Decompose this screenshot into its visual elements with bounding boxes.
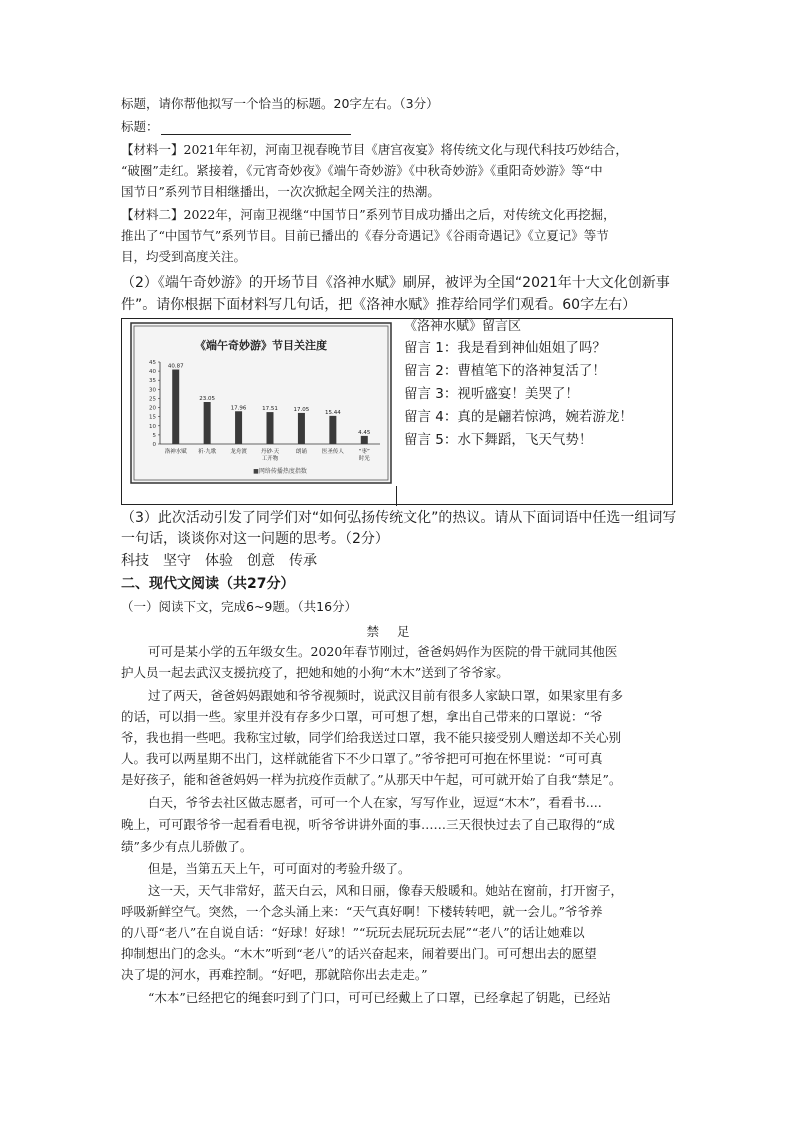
section-heading: 二、现代文阅读（共27分） — [121, 576, 295, 592]
x-category-label: 时光 — [358, 456, 370, 462]
y-tick-label: 45 — [149, 360, 156, 366]
x-category-label: 工开物 — [261, 456, 279, 462]
bar-value-label: 4.45 — [358, 429, 371, 436]
story-line: 抑制想出门的念头。“木木”听到“老八”的话兴奋起来，闹着要出门。可可想出去的愿望 — [121, 946, 597, 961]
story-line: 绩”多少有点儿骄傲了。 — [121, 839, 253, 854]
bar-value-label: 15.44 — [324, 409, 341, 416]
x-category-label: “枣” — [358, 449, 370, 455]
question-3-line1: （3）此次活动引发了同学们对“如何弘扬传统文化”的热议。请从下面词语中任选一组词写 — [121, 510, 677, 526]
answer-blank — [161, 122, 351, 135]
word-options: 科技 坚守 体验 创意 传承 — [121, 553, 317, 569]
material-two-line3: 目，均受到高度关注。 — [121, 249, 247, 264]
story-line: 但是，当第五天上午，可可面对的考验升级了。 — [148, 861, 411, 876]
story-line: 决了堤的河水，再难控制。“好吧，那就陪你出去走走。” — [121, 967, 428, 982]
material-two-line2: 推出了“中国节气”系列节目。目前已播出的《春分奇遇记》《谷雨奇遇记》《立夏记》等节 — [121, 228, 609, 243]
story-line: 的话，可以捐一些。家里并没有存多少口罩，可可想了想，拿出自己带来的口罩说：“爷 — [121, 709, 603, 724]
comment-2: 留言 2：曹植笔下的洛神复活了！ — [404, 363, 606, 379]
chart-bar — [361, 436, 368, 444]
x-category-label: 丹砂·天 — [260, 449, 280, 455]
story-title: 禁足 — [366, 624, 428, 639]
story-line: 呼吸新鲜空气。突然，一个念头涌上来：“天气真好啊！下楼转转吧，就一会儿。”爷爷养 — [121, 904, 603, 919]
comment-4: 留言 4：真的是翩若惊鸿，婉若游龙！ — [404, 409, 633, 425]
question-3-line2: 一句话，谈谈你对这一问题的思考。（2分） — [121, 531, 389, 547]
reading-instruction: （一）阅读下文，完成6~9题。（共16分） — [121, 599, 358, 614]
y-tick-label: 10 — [149, 423, 156, 430]
comment-5: 留言 5：水下舞蹈，飞天气势！ — [404, 432, 593, 448]
story-line: 人。我可以两星期不出门，这样就能省下不少口罩了。”爷爷把可可抱在怀里说：“可可真 — [121, 751, 603, 766]
bar-value-label: 40.87 — [167, 363, 184, 370]
story-line: 这一天，天气非常好，蓝天白云，风和日丽，像春天般暖和。她站在窗前，打开窗子， — [148, 883, 624, 898]
comment-3: 留言 3：视听盛宴！美哭了！ — [404, 386, 579, 402]
comment-1: 留言 1：我是看到神仙姐姐了吗？ — [404, 340, 606, 356]
y-tick-label: 25 — [149, 396, 156, 403]
story-line: 过了两天，爸爸妈妈跟她和爷爷视频时，说武汉目前有很多人家缺口罩，如果家里有多 — [148, 688, 624, 703]
y-tick-label: 15 — [149, 414, 156, 421]
title-answer-line — [121, 119, 351, 135]
story-line: 可可是某小学的五年级女生。2020年春节刚过，爸爸妈妈作为医院的骨干就同其他医 — [148, 644, 618, 659]
y-tick-label: 40 — [149, 369, 156, 376]
x-category-label: 祈·九歌 — [198, 449, 217, 455]
material-one-line1: 【材料一】2021年年初，河南卫视春晚节目《唐宫夜宴》将传统文化与现代科技巧妙结合， — [121, 142, 628, 157]
story-line: 是好孩子，能和爸爸妈妈一样为抗疫作贡献了。”从那天中午起，可可就开始了自我“禁足”。 — [121, 772, 622, 787]
bar-value-label: 17.96 — [230, 405, 247, 412]
bar-value-label: 17.05 — [293, 406, 310, 413]
story-line: “木本”已经把它的绳套叼到了门口，可可已经戴上了口罩，已经拿起了钥匙，已经站 — [148, 990, 611, 1005]
question-2-line2: 件”。请你根据下面材料写几句话，把《洛神水赋》推荐给同学们观看。60字左右） — [121, 297, 637, 313]
comment-area-title: 《洛神水赋》留言区 — [404, 319, 522, 334]
story-line: 晚上，可可跟爷爷一起看看电视，听爷爷讲讲外面的事……三天很快过去了自己取得的“成 — [121, 817, 615, 832]
x-category-label: 朗诵 — [295, 449, 307, 455]
divider-line — [396, 486, 397, 506]
y-tick-label: 0 — [152, 442, 156, 448]
y-tick-label: 20 — [149, 405, 156, 412]
x-category-label: 洛神水赋 — [164, 449, 187, 455]
chart-bar — [172, 370, 179, 444]
story-line: 护人员一起去武汉支援抗疫了，把她和她的小狗“木木”送到了爷爷家。 — [121, 665, 509, 680]
chart-title: 《端午奇妙游》节目关注度 — [195, 339, 327, 352]
chart-bar — [329, 416, 336, 444]
chart-bar — [298, 413, 305, 444]
y-tick-label: 35 — [149, 378, 156, 385]
chart-bar — [235, 411, 242, 444]
bar-value-label: 23.05 — [199, 395, 216, 402]
title-label: 标题： — [121, 119, 159, 134]
question-2-line1: （2）《端午奇妙游》的开场节目《洛神水赋》刷屏，被评为全国“2021年十大文化创新事 — [121, 275, 670, 291]
chart-svg — [130, 322, 392, 484]
y-tick-label: 5 — [152, 432, 156, 439]
x-category-label: 龙舟渡 — [230, 449, 247, 455]
attention-chart — [130, 322, 392, 484]
chart-caption: ■网络传播热度指数 — [253, 468, 307, 475]
story-line: 的八哥“老八”在自说自话：“好球！好球！”“玩玩去屁玩玩去屁”“老八”的话让她难以 — [121, 925, 585, 940]
material-one-line2: “破圈”走红。紧接着，《元宵奇妙夜》《端午奇妙游》《中秋奇妙游》《重阳奇妙游》等“中 — [121, 163, 603, 178]
chart-bar — [267, 412, 274, 444]
material-two-line1: 【材料二】2022年，河南卫视继“中国节日”系列节目成功播出之后，对传统文化再挖掘， — [121, 207, 616, 222]
chart-bar — [204, 402, 211, 444]
x-category-label: 医圣传人 — [321, 449, 344, 455]
material-one-line3: 国节日”系列节目相继播出，一次次掀起全网关注的热潮。 — [121, 184, 440, 199]
story-line: 爷，我也捐一些吧。我称宝过敏，同学们给我送过口罩，我不能只接受别人赠送却不关心别 — [121, 730, 622, 745]
bar-value-label: 17.51 — [262, 406, 278, 413]
y-tick-label: 30 — [149, 387, 156, 394]
story-line: 白天，爷爷去社区做志愿者，可可一个人在家，写写作业，逗逗“木木”，看看书.... — [148, 795, 602, 810]
question-text: 标题，请你帮他拟写一个恰当的标题。20字左右。（3分） — [121, 96, 439, 111]
